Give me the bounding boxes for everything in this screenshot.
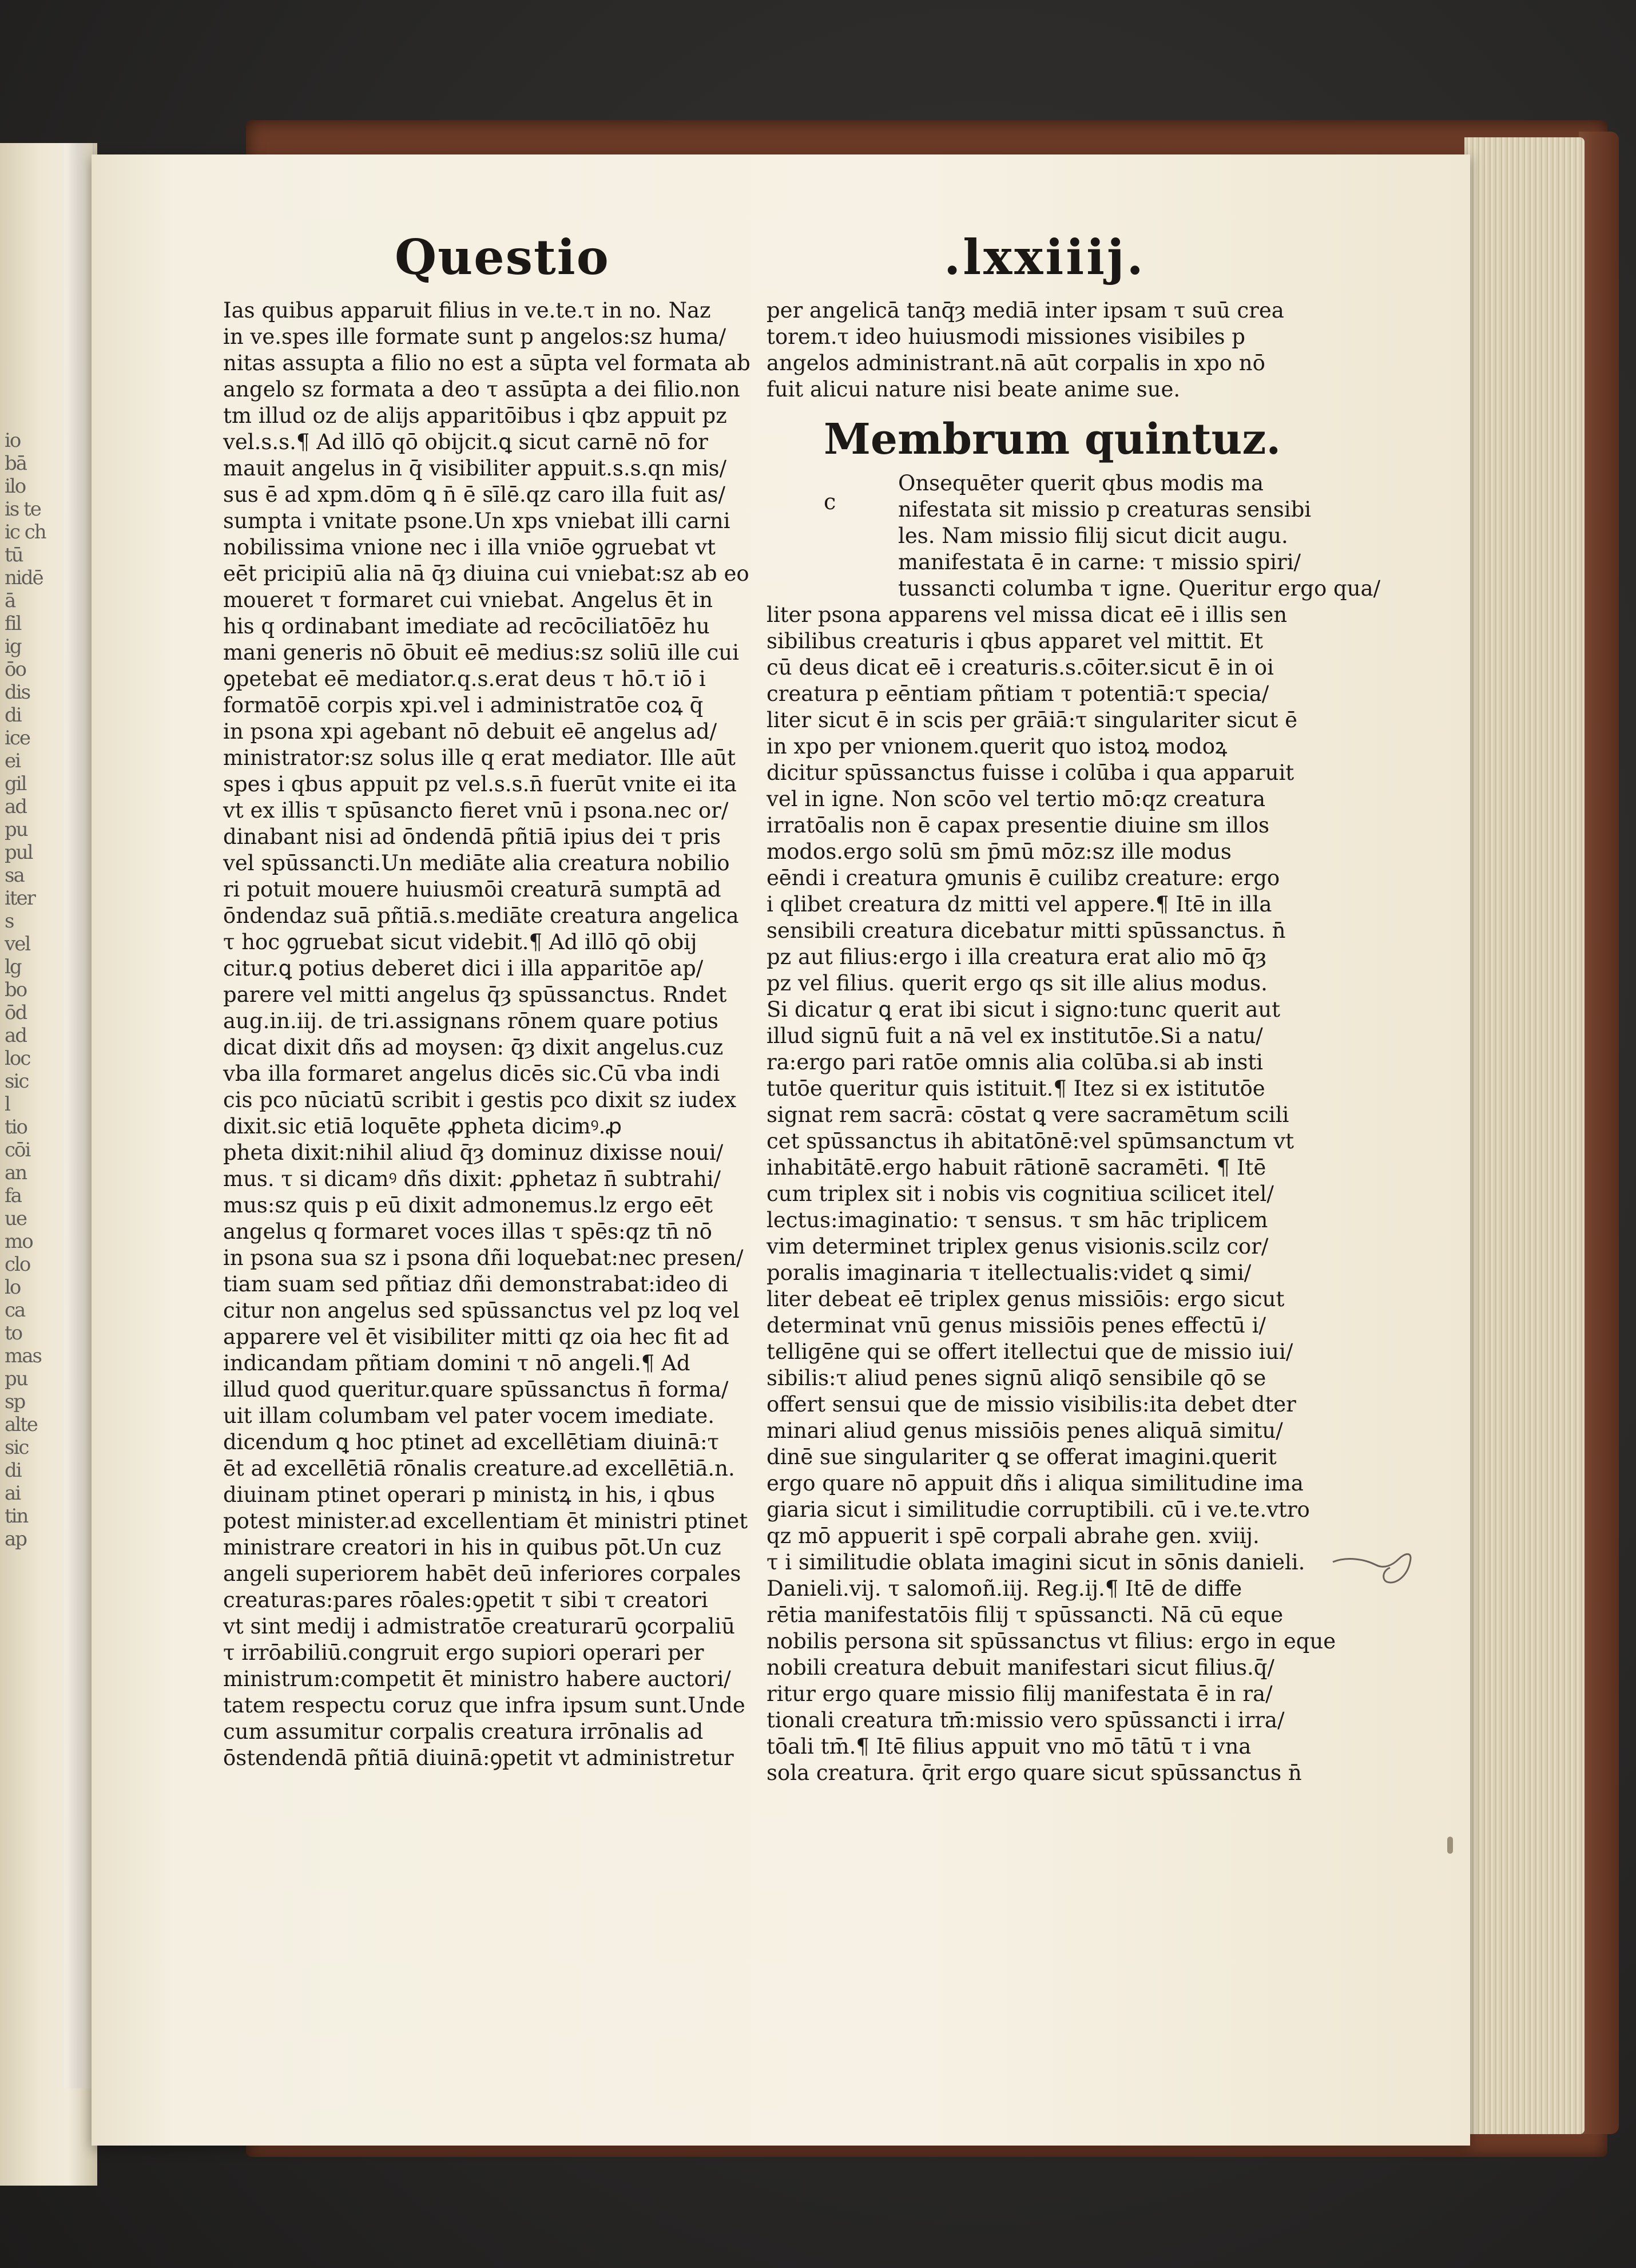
cover-edge xyxy=(1579,132,1619,2134)
text-line: vel in igne. Non scōo vel tertio mō:qz creatura xyxy=(767,787,1266,811)
text-line: illud quod queritur.quare spūssanctus n̄ forma/ xyxy=(223,1377,729,1402)
text-line: citur non angelus sed spūssanctus vel pz loq vel xyxy=(223,1298,740,1323)
text-line: ministrum:competit ēt ministro habere auctori/ xyxy=(223,1667,731,1691)
text-line: mani generis nō ōbuit eē medius:sz soliū ille cui xyxy=(223,640,739,665)
margin-letter: c xyxy=(824,489,836,514)
text-line: dicat dixit dñs ad moysen: q̄ȝ dixit angelus.cuz xyxy=(223,1035,724,1060)
text-line: angelo sz formata a deo τ assūpta a dei filio.non xyxy=(223,377,740,402)
text-line: τ hoc ꝯgruebat sicut videbit.¶ Ad illō qō obij xyxy=(223,930,697,954)
facing-text-fragment: mas xyxy=(5,1345,41,1367)
facing-text-fragment: ilo xyxy=(5,475,26,498)
text-line: pz aut filius:ergo i illa creatura erat alio mō q̄ȝ xyxy=(767,945,1267,969)
text-line: ergo quare nō appuit dñs i aliqua similitudine ima xyxy=(767,1471,1304,1496)
text-line: liter debeat eē triplex genus missiōis: ergo sicut xyxy=(767,1287,1285,1311)
facing-text-fragment: ue xyxy=(5,1207,27,1230)
facing-text-fragment: pu xyxy=(5,1367,27,1390)
facing-text-fragment: lo xyxy=(5,1276,21,1299)
text-line: in psona sua sz i psona dñi loquebat:nec presen/ xyxy=(223,1246,744,1270)
right-column-body xyxy=(767,470,1381,1786)
facing-text-fragment: sa xyxy=(5,864,24,887)
text-line: rētia manifestatōis filij τ spūssancti. Nā cū eque xyxy=(767,1603,1284,1627)
text-line: angeli superiorem habēt deū inferiores corpales xyxy=(223,1561,741,1586)
text-line: per angelicā tanq̄ȝ mediā inter ipsam τ suū crea xyxy=(767,298,1284,323)
text-line: ōndendaz suā pñtiā.s.mediāte creatura angelica xyxy=(223,903,739,928)
text-line: vim determinet triplex genus visionis.scilz cor/ xyxy=(767,1234,1269,1259)
facing-text-fragment: ap xyxy=(5,1528,27,1551)
text-line: nobili creatura debuit manifestari sicut filius.q̄/ xyxy=(767,1655,1274,1680)
facing-text-fragment: sic xyxy=(5,1070,29,1093)
facing-text-fragment: ai xyxy=(5,1482,21,1505)
text-line: mauit angelus in q̄ visibiliter appuit.s.s.qn mis/ xyxy=(223,456,727,481)
text-line: apparere vel ēt visibiliter mitti qz oia hec fit ad xyxy=(223,1325,729,1349)
text-line: ritur ergo quare missio filij manifestata ē in ra/ xyxy=(767,1682,1273,1706)
facing-text-fragment: ad xyxy=(5,1024,27,1047)
facing-text-fragment: s xyxy=(5,910,14,933)
facing-text-fragment: alte xyxy=(5,1413,37,1436)
text-line: liter psona apparens vel missa dicat eē i illis sen xyxy=(767,602,1288,627)
text-line: lectus:imaginatio: τ sensus. τ sm hāc triplicem xyxy=(767,1208,1268,1232)
text-line: mus. τ si dicamꝰ dñs dixit: ꝓphetaz n̄ subtrahi/ xyxy=(223,1167,721,1191)
text-line: irratōalis non ē capax presentie diuine sm illos xyxy=(767,813,1270,838)
facing-text-fragment: tio xyxy=(5,1116,27,1139)
handwritten-mark-icon xyxy=(1330,1536,1416,1599)
text-line: aug.in.iij. de tri.assignans rōnem quare potius xyxy=(223,1009,718,1033)
right-text-column xyxy=(767,298,1381,1785)
text-line: vel.s.s.¶ Ad illō qō obijcit.ꝗ sicut carnē nō for xyxy=(223,430,708,454)
text-line: cum assumitur corpalis creatura irrōnalis ad xyxy=(223,1719,704,1744)
facing-text-fragment: tin xyxy=(5,1505,28,1528)
facing-text-fragment: ei xyxy=(5,750,20,772)
left-text-column xyxy=(223,298,749,1785)
text-line: eēt pricipiū alia nā q̄ȝ diuina cui vniebat:sz ab eo xyxy=(223,561,749,586)
text-line: ministrator:sz solus ille q erat mediator. Ille aūt xyxy=(223,746,736,770)
text-line: sensibili creatura dicebatur mitti spūssanctus. n̄ xyxy=(767,918,1286,943)
text-line: his q ordinabant imediate ad recōciliatōēz hu xyxy=(223,614,710,639)
text-line: sibilis:τ aliud penes signū aliqō sensibile qō se xyxy=(767,1366,1266,1390)
text-line: vel spūssancti.Un mediāte alia creatura nobilio xyxy=(223,851,730,875)
text-line: nobilis persona sit spūssanctus vt filius: ergo in eque xyxy=(767,1629,1336,1654)
text-line: mus:sz quis p eū dixit admonemus.lz ergo eēt xyxy=(223,1193,713,1218)
facing-text-fragment: pul xyxy=(5,841,33,864)
text-line: creaturas:pares rōales:ꝯpetit τ sibi τ creatori xyxy=(223,1588,708,1612)
facing-text-fragment: ca xyxy=(5,1299,25,1322)
facing-text-fragment: cōi xyxy=(5,1139,30,1161)
text-line: sibilibus creaturis i qbus apparet vel mittit. Et xyxy=(767,629,1264,653)
facing-text-fragment: tū xyxy=(5,544,23,566)
text-line: tm illud oz de alijs apparitōibus i qbz appuit pz xyxy=(223,403,727,428)
facing-text-fragment: di xyxy=(5,1459,21,1482)
facing-text-fragment: lg xyxy=(5,955,21,978)
text-line: tionali creatura tm̄:missio vero spūssancti i irra/ xyxy=(767,1708,1285,1732)
text-line: ēt ad excellētiā rōnalis creature.ad excellētiā.n. xyxy=(223,1456,735,1481)
facing-text-fragment: sic xyxy=(5,1436,29,1459)
text-line: modos.ergo solū sm p̄mū mōz:sz ille modus xyxy=(767,839,1232,864)
facing-text-fragment: ōd xyxy=(5,1001,27,1024)
facing-text-fragment: pu xyxy=(5,818,27,841)
facing-text-fragment: bā xyxy=(5,452,27,475)
right-column-top xyxy=(767,298,1307,403)
text-line: indicandam pñtiam domini τ nō angeli.¶ Ad xyxy=(223,1351,690,1375)
text-line: fuit alicui nature nisi beate anime sue. xyxy=(767,377,1181,402)
facing-text-fragment: to xyxy=(5,1322,22,1345)
text-line: pz vel filius. querit ergo qs sit ille alius modus. xyxy=(767,971,1268,996)
text-line: illud signū fuit a nā vel ex institutōe.Si a natu/ xyxy=(767,1024,1263,1048)
facing-text-fragment: fa xyxy=(5,1184,21,1207)
facing-text-fragment: ice xyxy=(5,727,30,750)
facing-text-fragment: iter xyxy=(5,887,35,910)
page-edges xyxy=(1464,137,1585,2134)
text-line: nitas assupta a filio no est a sūpta vel formata ab xyxy=(223,351,751,375)
facing-text-fragment: di xyxy=(5,704,21,727)
text-line: vt sint medij i admistratōe creaturarū ꝯcorpaliū xyxy=(223,1614,735,1639)
section-heading: Membrum quintuz. xyxy=(824,415,1281,464)
text-line: dinē sue singulariter ꝗ se offerat imagini.querit xyxy=(767,1445,1277,1469)
facing-text-fragment: mo xyxy=(5,1230,33,1253)
text-line: poralis imaginaria τ itellectualis:videt ꝗ simi/ xyxy=(767,1260,1252,1285)
text-line: creatura p eēntiam pñtiam τ potentiā:τ specia/ xyxy=(767,681,1269,706)
text-line: angelos administrant.nā aūt corpalis in xpo nō xyxy=(767,351,1265,375)
text-line: cū deus dicat eē i creaturis.s.cōiter.sicut ē in oi xyxy=(767,655,1274,680)
glass-clip xyxy=(63,143,94,2088)
text-line: Ias quibus apparuit filius in ve.te.τ in no. Naz xyxy=(223,298,711,323)
text-line: Si dicatur ꝗ erat ibi sicut i signo:tunc querit aut xyxy=(767,997,1281,1022)
text-line: formatōē corpis xpi.vel i administratōe coꝝ q̄ xyxy=(223,693,704,717)
text-line: liter sicut ē in scis per grāiā:τ singulariter sicut ē xyxy=(767,708,1297,732)
folio-number: .lxxiiij. xyxy=(944,229,1146,286)
text-line: potest minister.ad excellentiam ēt ministri ptinet xyxy=(223,1509,748,1533)
facing-text-fragment: vel xyxy=(5,933,30,955)
text-line: moueret τ formaret cui vniebat. Angelus ēt in xyxy=(223,588,713,612)
text-line: cum triplex sit i nobis vis cognitiua scilicet itel/ xyxy=(767,1181,1274,1206)
text-line: giaria sicut i similitudie corruptibili. cū i ve.te.vtro xyxy=(767,1497,1310,1522)
text-line: vba illa formaret angelus dicēs sic.Cū vba indi xyxy=(223,1061,720,1086)
facing-text-fragment: ic ch xyxy=(5,521,46,544)
facing-text-fragment: gil xyxy=(5,772,26,795)
text-line: in xpo per vnionem.querit quo istoꝝ modoꝝ xyxy=(767,734,1228,759)
text-line: eēndi i creatura ꝯmunis ē cuilibz creature: ergo xyxy=(767,866,1280,890)
text-line: nifestata sit missio p creaturas sensibi xyxy=(898,497,1312,522)
text-line: in psona xpi agebant nō debuit eē angelus ad/ xyxy=(223,719,717,744)
text-line: in ve.spes ille formate sunt p angelos:sz huma/ xyxy=(223,324,726,349)
text-line: ri potuit mouere huiusmōi creaturā sumptā ad xyxy=(223,877,721,902)
text-line: offert sensui que de missio visibilis:ita debet dter xyxy=(767,1392,1296,1417)
text-line: tutōe queritur quis istituit.¶ Itez si ex istitutōe xyxy=(767,1076,1265,1101)
text-line: ra:ergo pari ratōe omnis alia colūba.si ab insti xyxy=(767,1050,1264,1074)
facing-text-fragment: ig xyxy=(5,635,21,658)
facing-text-fragment: sp xyxy=(5,1390,25,1413)
running-head-left: Questio xyxy=(395,229,610,286)
facing-text-fragment: l xyxy=(5,1093,10,1116)
text-line: torem.τ ideo huiusmodi missiones visibiles p xyxy=(767,324,1245,349)
text-line: diuinam ptinet operari p ministꝝ in his, i qbus xyxy=(223,1482,715,1507)
text-line: sola creatura. q̄rit ergo quare sicut spūssanctus n̄ xyxy=(767,1761,1302,1785)
text-line: les. Nam missio filij sicut dicit augu. xyxy=(898,524,1288,548)
text-line: τ irrōabiliū.congruit ergo supiori operari per xyxy=(223,1640,704,1665)
page-mark xyxy=(1447,1837,1453,1854)
text-line: sumpta i vnitate psone.Un xps vniebat illi carni xyxy=(223,509,730,533)
text-line: uit illam columbam vel pater vocem imediate. xyxy=(223,1403,714,1428)
text-line: citur.ꝗ potius deberet dici i illa apparitōe ap/ xyxy=(223,956,704,981)
facing-text-fragment: ad xyxy=(5,795,27,818)
text-line: parere vel mitti angelus q̄ȝ spūssanctus. Rndet xyxy=(223,982,727,1007)
text-line: dixit.sic etiā loquēte ꝓpheta dicimꝰ.ꝓ xyxy=(223,1114,622,1139)
facing-text-fragment: fil xyxy=(5,612,21,635)
text-line: ꝯpetebat eē mediator.q.s.erat deus τ hō.τ iō i xyxy=(223,667,706,691)
text-line: tiam suam sed pñtiaz dñi demonstrabat:ideo di xyxy=(223,1272,728,1296)
text-line: ōstendendā pñtiā diuinā:ꝯpetit vt administretur xyxy=(223,1746,734,1770)
text-line: angelus q formaret voces illas τ spēs:qz tn̄ nō xyxy=(223,1219,712,1244)
text-line: determinat vnū genus missiōis penes effectū i/ xyxy=(767,1313,1266,1338)
facing-text-fragment: ā xyxy=(5,589,15,612)
text-line: manifestata ē in carne: τ missio spiri/ xyxy=(898,550,1301,574)
text-line: tatem respectu coruz que infra ipsum sunt.Unde xyxy=(223,1693,745,1718)
text-line: minari aliud genus missiōis penes aliquā simitu/ xyxy=(767,1418,1283,1443)
text-line: signat rem sacrā: cōstat ꝗ vere sacramētum scili xyxy=(767,1103,1289,1127)
text-line: tussancti columba τ igne. Queritur ergo qua/ xyxy=(898,576,1381,601)
facing-text-fragment: ōo xyxy=(5,658,26,681)
text-line: dinabant nisi ad ōndendā pñtiā ipius dei τ pris xyxy=(223,824,721,849)
text-line: qz mō appuerit i spē corpali abrahe gen. xviij. xyxy=(767,1524,1260,1548)
text-line: dicendum ꝗ hoc ptinet ad excellētiam diuinā:τ xyxy=(223,1430,719,1454)
text-line: pheta dixit:nihil aliud q̄ȝ dominuz dixisse noui/ xyxy=(223,1140,724,1165)
facing-text-fragment: clo xyxy=(5,1253,30,1276)
text-line: tōali tm̄.¶ Itē filius appuit vno mō tātū τ i vna xyxy=(767,1734,1252,1759)
text-line: vt ex illis τ spūsancto fieret vnū i psona.nec or/ xyxy=(223,798,729,823)
text-line: Danieli.vij. τ salomoñ.iij. Reg.ij.¶ Itē de diffe xyxy=(767,1576,1242,1601)
text-line: τ i similitudie oblata imagini sicut in sōnis danieli. xyxy=(767,1550,1305,1575)
facing-text-fragment: is te xyxy=(5,498,41,521)
text-line: ministrare creatori in his in quibus pōt.Un cuz xyxy=(223,1535,721,1560)
text-line: cet spūssanctus ih abitatōnē:vel spūmsanctum vt xyxy=(767,1129,1294,1153)
text-line: telligēne qui se offert itellectui que de missio iui/ xyxy=(767,1339,1293,1364)
facing-text-fragment: bo xyxy=(5,978,27,1001)
text-line: sus ē ad xpm.dōm ꝗ n̄ ē sīlē.qz caro illa fuit as/ xyxy=(223,482,726,507)
facing-text-fragment: io xyxy=(5,429,21,452)
facing-text-fragment: an xyxy=(5,1161,27,1184)
text-line: cis pco nūciatū scribit i gestis pco dixit sz iudex xyxy=(223,1088,737,1112)
text-line: Onsequēter querit qbus modis ma xyxy=(898,471,1264,495)
text-line: nobilissima vnione nec i illa vniōe ꝯgruebat vt xyxy=(223,535,716,560)
facing-text-fragment: dis xyxy=(5,681,30,704)
text-line: dicitur spūssanctus fuisse i colūba i qua apparuit xyxy=(767,760,1294,785)
facing-text-fragment: loc xyxy=(5,1047,30,1070)
facing-text-fragment: nidē xyxy=(5,566,43,589)
text-line: i qlibet creatura dz mitti vel appere.¶ Itē in illa xyxy=(767,892,1272,917)
text-line: spes i qbus appuit pz vel.s.s.n̄ fuerūt vnite ei ita xyxy=(223,772,737,796)
text-line: inhabitātē.ergo habuit rātionē sacramēti. ¶ Itē xyxy=(767,1155,1266,1180)
